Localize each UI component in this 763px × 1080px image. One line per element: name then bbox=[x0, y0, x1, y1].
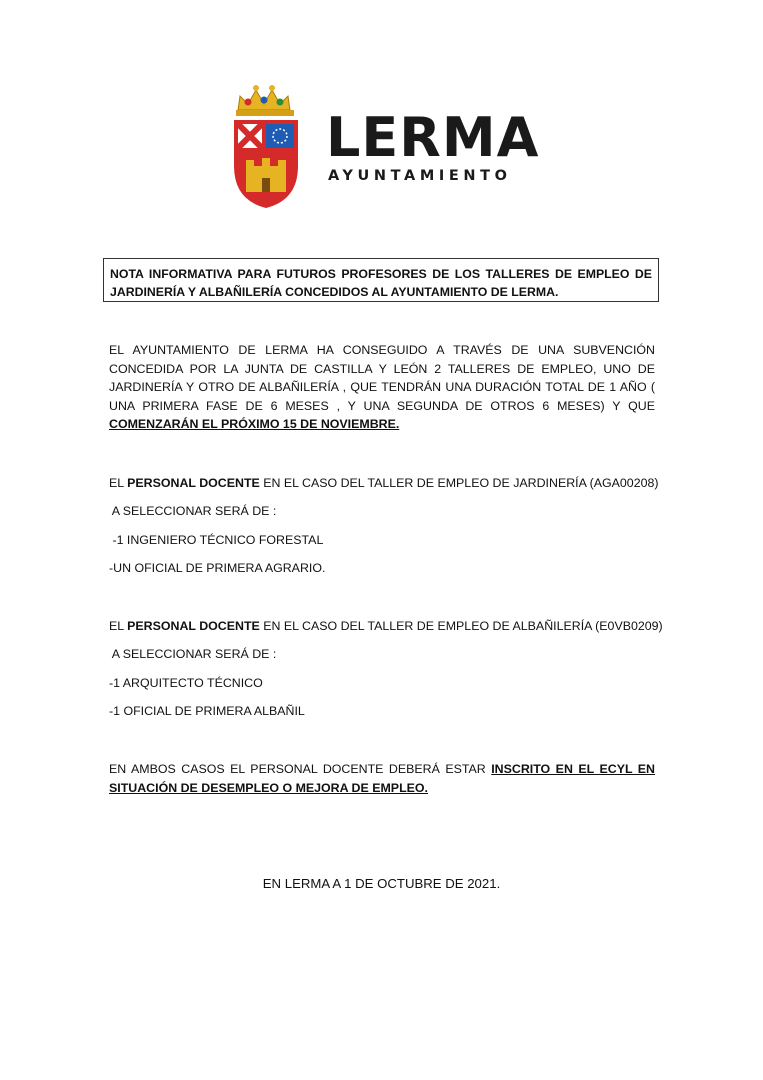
section1-heading: EL PERSONAL DOCENTE EN EL CASO DEL TALLER DE EMPLEO DE JARDINERÍA (AGA00208) bbox=[109, 476, 659, 490]
section2-select: A SELECCIONAR SERÁ DE : bbox=[109, 647, 277, 661]
list-item: -1 ARQUITECTO TÉCNICO bbox=[109, 676, 263, 690]
intro-paragraph bbox=[109, 341, 655, 434]
intro-start-date: COMENZARÁN EL PRÓXIMO 15 DE NOVIEMBRE. bbox=[109, 417, 400, 432]
section1-select: A SELECCIONAR SERÁ DE : bbox=[109, 504, 277, 518]
section1-bold: PERSONAL DOCENTE bbox=[127, 476, 260, 490]
lerma-logo bbox=[226, 80, 546, 215]
date-line: EN LERMA A 1 DE OCTUBRE DE 2021. bbox=[262, 876, 501, 891]
logo-subtitle: AYUNTAMIENTO bbox=[328, 168, 512, 184]
section2-bold: PERSONAL DOCENTE bbox=[127, 619, 260, 633]
closing-text: EN AMBOS CASOS EL PERSONAL DOCENTE DEBERÁ ESTAR bbox=[109, 762, 492, 776]
list-item: -1 OFICIAL DE PRIMERA ALBAÑIL bbox=[109, 704, 305, 718]
section2-heading: EL PERSONAL DOCENTE EN EL CASO DEL TALLER DE EMPLEO DE ALBAÑILERÍA (E0VB0209) bbox=[109, 619, 663, 633]
intro-text: EL AYUNTAMIENTO DE LERMA HA CONSEGUIDO A TRAVÉS DE UNA SUBVENCIÓN CONCEDIDA POR LA JUNTA DE CASTILLA Y LEÓN 2 TALLERES DE EMPLEO, UNO DE JARDINERÍA Y OTRO DE ALBAÑILERÍA , QUE TENDRÁN UNA DURACIÓN TOTAL DE 1 AÑO ( UNA PRIMERA FASE DE 6 MESES , Y UNA SEGUNDA DE OTROS 6 MESES) Y QUE bbox=[109, 343, 655, 413]
closing-requirement: INSCRITO EN EL ECYL EN SITUACIÓN DE DESEMPLEO O MEJORA DE EMPLEO. bbox=[109, 762, 656, 795]
closing-paragraph bbox=[109, 760, 655, 797]
logo-name: LERMA bbox=[326, 106, 540, 169]
list-item: -UN OFICIAL DE PRIMERA AGRARIO. bbox=[109, 561, 326, 575]
list-item: -1 INGENIERO TÉCNICO FORESTAL bbox=[109, 533, 324, 547]
notice-title: NOTA INFORMATIVA PARA FUTUROS PROFESORES DE LOS TALLERES DE EMPLEO DE JARDINERÍA Y ALBAÑILERÍA CONCEDIDOS AL AYUNTAMIENTO DE LERMA. bbox=[103, 258, 659, 302]
